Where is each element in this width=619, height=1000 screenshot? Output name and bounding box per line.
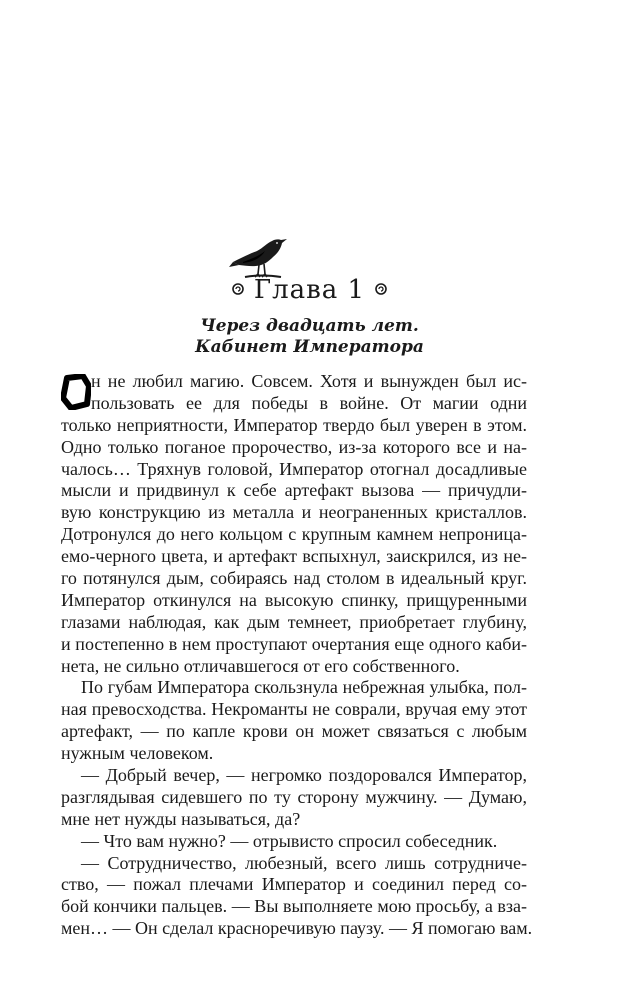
text-line: По губам Императора скользнула небрежная улыбка, пол- [81,677,527,698]
text-line: разглядывая сидевшего по ту сторону мужчину. — Думаю, [61,786,527,807]
text-line: емо-черного цвета, и артефакт вспыхнул, заискрился, из не- [61,546,527,567]
text-line: — Добрый вечер, — негромко поздоровался Император, [81,765,527,786]
chapter-subtitle [0,316,619,358]
text-line: н не любил магию. Совсем. Хотя и вынужден был ис- [91,371,527,391]
text-line: ство, — пожал плечами Император и соединил перед со- [61,874,527,895]
body-text [61,371,533,940]
text-line: глазами наблюдая, как дым темнеет, приобретает глубину, [61,611,527,632]
ornament-right-icon [375,283,387,295]
drop-cap [61,374,91,410]
text-line: и постепенно в нем проступают очертания еще одного каби- [61,633,527,654]
text-line: вую конструкцию из металла и неограненных кристаллов. [61,502,527,523]
text-line: Император откинулся на высокую спинку, прищуренными [61,589,527,610]
text-line: ная превосходства. Некроманты не соврали, вручая ему этот [61,699,527,720]
text-line: артефакт, — по капле крови он может связаться с любым [61,721,527,742]
subtitle-line: Кабинет Императора [195,337,424,357]
text-line: нужным человеком. [61,743,214,764]
text-line: мысли и придвинул к себе артефакт вызова — причудли- [61,480,527,501]
ornament-left-icon [232,283,244,295]
chapter-heading [0,270,619,310]
text-line: чалось… Тряхнув головой, Император отогнал досадливые [61,458,527,479]
text-line: мне нет нужды называться, да? [61,808,301,829]
drop-cap-letter: O [75,395,77,397]
text-line: бой кончики пальцев. — Вы выполняете мою просьбу, а вза- [61,896,527,917]
text-line: го потянулся дым, собираясь над столом в идеальный круг. [61,568,527,589]
text-line: — Что вам нужно? — отрывисто спросил собеседник. [81,830,498,851]
text-line: Одно только поганое пророчество, из-за которого все и на- [61,436,527,457]
subtitle-line: Через двадцать лет. [200,316,419,336]
text-line: Дотронулся до него кольцом с крупным камнем непроница- [61,524,527,545]
chapter-title: Глава 1 [253,275,366,305]
text-line: только неприятности, Император твердо был уверен в этом. [61,414,527,435]
text-line: пользовать ее для победы в войне. От магии одни [91,392,527,413]
text-line: — Сотрудничество, любезный, всего лишь сотрудниче- [81,852,527,873]
text-line: нета, не сильно отличавшегося от его собственного. [61,655,460,676]
text-line: мен… — Он сделал красноречивую паузу. — Я помогаю вам. [61,918,533,939]
